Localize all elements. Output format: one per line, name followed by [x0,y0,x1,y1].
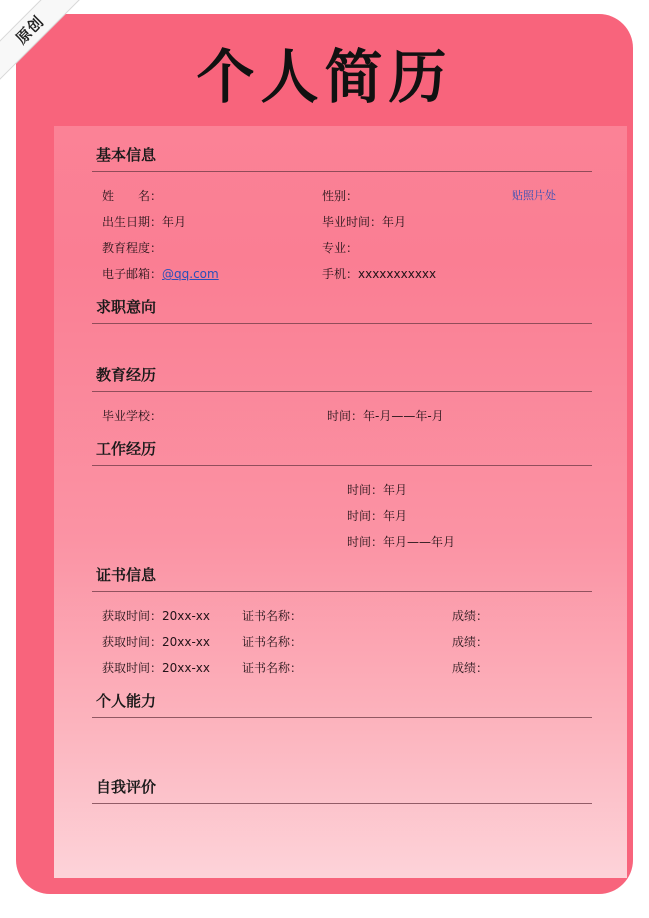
cert-name-2: 证书名称： [242,635,303,649]
field-phone-label: 手机：xxxxxxxxxxx [322,267,437,281]
basic-info-rows [92,182,592,286]
table-row [92,602,592,628]
divider-education [92,391,592,392]
section-heading-certificates: 证书信息 [96,566,157,584]
table-row [92,402,592,428]
cert-time-3: 获取时间：20xx-xx [102,661,211,675]
field-gender-label: 性别： [322,189,359,203]
table-row [92,628,592,654]
field-school-label: 毕业学校： [102,409,163,423]
original-ribbon [0,0,120,120]
table-row [92,476,592,502]
work-time-2: 时间：年月 [347,509,408,523]
table-row [92,234,592,260]
resume-frame [16,14,633,894]
work-time-3: 时间：年月——年月 [347,535,456,549]
section-heading-basic: 基本信息 [96,146,157,164]
cert-time-2: 获取时间：20xx-xx [102,635,211,649]
divider-work [92,465,592,466]
divider-ability [92,717,592,718]
resume-content [92,144,592,804]
divider-evaluation [92,803,592,804]
section-heading-evaluation: 自我评价 [96,778,157,796]
divider-intention [92,323,592,324]
cert-name-1: 证书名称： [242,609,303,623]
table-row [92,654,592,680]
certificate-rows [92,602,592,680]
divider-certificates [92,591,592,592]
field-birthdate-label: 出生日期：年月 [102,215,187,229]
table-row [92,528,592,554]
cert-score-2: 成绩： [452,635,489,649]
cert-name-3: 证书名称： [242,661,303,675]
field-graduation-time-label: 毕业时间：年月 [322,215,407,229]
resume-panel [54,126,627,878]
field-email-label [102,265,219,282]
page-title: 个人简历 [196,43,453,111]
original-ribbon-label: 原创 [0,0,85,85]
field-education-level-label: 教育程度： [102,241,163,255]
email-link[interactable]: @qq.com [162,267,219,281]
divider-basic [92,171,592,172]
section-heading-intention: 求职意向 [96,298,157,316]
cert-time-1: 获取时间：20xx-xx [102,609,211,623]
cert-score-1: 成绩： [452,609,489,623]
section-heading-education: 教育经历 [96,366,157,384]
field-name-label: 姓 名： [102,189,163,203]
work-rows [92,476,592,554]
table-row [92,260,592,286]
section-heading-ability: 个人能力 [96,692,157,710]
table-row [92,182,592,208]
field-education-time-label: 时间：年-月——年-月 [327,409,444,423]
field-email-text: 电子邮箱： [102,267,163,281]
field-major-label: 专业： [322,241,359,255]
work-time-1: 时间：年月 [347,483,408,497]
table-row [92,502,592,528]
section-heading-work: 工作经历 [96,440,157,458]
cert-score-3: 成绩： [452,661,489,675]
table-row [92,208,592,234]
photo-placeholder-note: 贴照片处 [512,189,556,202]
